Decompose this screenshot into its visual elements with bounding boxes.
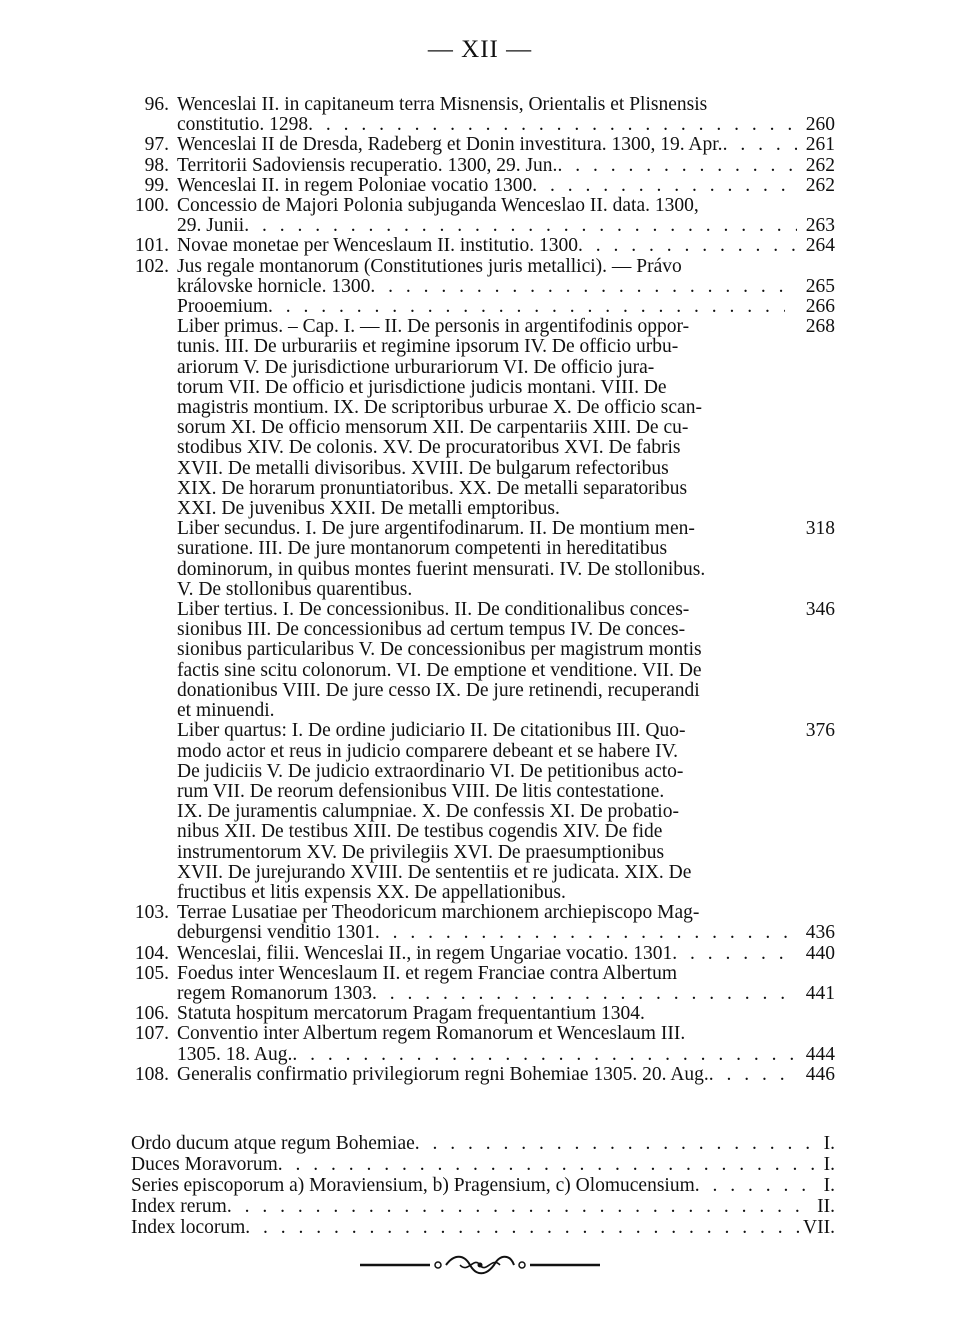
entry-line: [177, 539, 785, 559]
toc-entry: [125, 176, 835, 196]
dot-leader: [245, 1217, 799, 1238]
entry-number: 97.: [144, 134, 169, 156]
dot-leader: [292, 1045, 797, 1065]
toc-entry: [125, 1065, 835, 1085]
entry-text: [177, 1024, 797, 1064]
entry-line: [177, 135, 797, 155]
entry-line: [177, 1065, 797, 1085]
entry-text: [177, 317, 785, 519]
entry-line-text: ariorum V. De jurisdictione urburariorum VI. De officio jura-: [177, 357, 655, 378]
entry-line: [177, 883, 785, 903]
entry-line: [177, 277, 797, 297]
entry-line: [177, 358, 785, 378]
entry-text: [177, 257, 797, 297]
dot-leader: [415, 1133, 820, 1154]
dot-leader: [723, 135, 797, 155]
entry-line-text: deburgensi venditio 1301: [177, 923, 375, 944]
entry-number: 107.: [134, 1023, 169, 1045]
entry-number: 98.: [144, 154, 169, 176]
dot-leader: [244, 216, 797, 236]
dot-leader: [532, 176, 797, 196]
page-number: 265: [805, 275, 835, 297]
entry-line: [177, 398, 785, 418]
entry-line-text: De judiciis V. De judicio extraordinario VI. De petitionibus acto-: [177, 761, 684, 782]
entry-number: 106.: [134, 1003, 169, 1025]
index-list: [131, 1133, 835, 1238]
toc-subentry: [125, 317, 835, 519]
entry-line-text: factis sine scitu colonorum. VI. De emptione et venditione. VII. De: [177, 660, 702, 681]
entry-text: [177, 176, 797, 196]
page-number: 261: [805, 134, 835, 156]
entry-line-text: dominorum, in quibus montes fuerint mensurati. IV. De stollonibus.: [177, 559, 706, 580]
entry-number: 108.: [134, 1063, 169, 1085]
entry-line-text: Wenceslai, filii. Wenceslai II., in regem Ungariae vocatio. 1301: [177, 943, 673, 964]
entry-line-text: constitutio. 1298: [177, 115, 309, 136]
dot-leader: [695, 1175, 820, 1196]
entry-line: [177, 459, 785, 479]
entry-line-text: XVII. De metalli divisoribus. XVIII. De bulgarum refectoribus: [177, 458, 669, 479]
page-header: — XII —: [427, 36, 533, 63]
entry-line: [177, 600, 785, 620]
entry-line: [177, 964, 797, 984]
entry-line-text: instrumentorum XV. De privilegiis XVI. De praesumptionibus: [177, 842, 665, 863]
entry-line: [177, 216, 797, 236]
entry-text: [177, 964, 797, 1004]
page-number: 262: [805, 174, 835, 196]
entry-line-text: et minuendi.: [177, 701, 275, 722]
entry-line: [177, 742, 785, 762]
entry-line-text: nibus XII. De testibus XIII. De testibus cogendis XIV. De fide: [177, 822, 663, 843]
entry-line: [177, 762, 785, 782]
ornament-divider: [360, 1252, 600, 1278]
entry-text: [177, 1065, 797, 1085]
entry-text: [177, 236, 797, 256]
dot-leader: [227, 1196, 813, 1217]
entry-line-text: Conventio inter Albertum regem Romanorum et Wenceslaum III.: [177, 1024, 686, 1045]
index-row: [131, 1217, 835, 1238]
toc-entry: [125, 196, 835, 236]
entry-line: [177, 519, 785, 539]
entry-line: [177, 236, 797, 256]
entry-line-text: rum VII. De reorum defensionibus VIII. De litis contestatione.: [177, 781, 665, 802]
entry-line: [177, 560, 785, 580]
entry-line: [177, 297, 785, 317]
index-page: II.: [817, 1196, 835, 1217]
entry-line-text: sionibus III. De concessionibus ad certum tempus IV. De conces-: [177, 620, 686, 641]
page-number: 440: [805, 942, 835, 964]
entry-line: [177, 499, 785, 519]
toc-entry: [125, 944, 835, 964]
toc-entry: [125, 903, 835, 943]
entry-line: [177, 843, 785, 863]
entry-line-text: sorum XI. De officio mensorum XII. De carpentariis XIII. De cu-: [177, 418, 689, 439]
entry-line: [177, 156, 797, 176]
toc-entry: [125, 257, 835, 297]
entry-line-text: Prooemium: [177, 297, 268, 318]
entry-line-text: královske hornicle. 1300: [177, 276, 371, 297]
dot-leader: [557, 156, 797, 176]
entry-line: [177, 95, 797, 115]
dot-leader: [709, 1065, 797, 1085]
toc-entry: [125, 1004, 835, 1024]
dot-leader: [268, 297, 785, 317]
entry-line-text: Wenceslai II. in regem Poloniae vocatio 1300: [177, 175, 533, 196]
entry-line: [177, 438, 785, 458]
entry-line: [177, 863, 785, 883]
entry-line: [177, 640, 785, 660]
entry-line-text: suratione. III. De jure montanorum competenti in hereditatibus: [177, 539, 668, 560]
entry-line: [177, 317, 785, 337]
page-number: 376: [805, 720, 835, 742]
page-number: 441: [805, 982, 835, 1004]
entry-text: [177, 600, 785, 721]
entry-line-text: stodibus XIV. De colonis. XV. De procuratoribus XVI. De fabris: [177, 438, 681, 459]
index-row: [131, 1196, 835, 1217]
entry-text: [177, 903, 797, 943]
entry-line: [177, 822, 785, 842]
page-number: 260: [805, 114, 835, 136]
dot-leader: [375, 923, 797, 943]
entry-line-text: Generalis confirmatio privilegiorum regni Bohemiae 1305. 20. Aug.: [177, 1064, 709, 1085]
page-number: 264: [805, 235, 835, 257]
entry-line: [177, 580, 785, 600]
entry-line: [177, 782, 785, 802]
page-number: 436: [805, 922, 835, 944]
toc-entry: [125, 1024, 835, 1064]
index-row: [131, 1175, 835, 1196]
entry-line: [177, 1004, 833, 1024]
entry-line: [177, 903, 797, 923]
toc-entry: [125, 135, 835, 155]
index-label: Series episcoporum a) Moraviensium, b) Pragensium, c) Olomucensium: [131, 1175, 695, 1196]
entry-text: [177, 156, 797, 176]
index-label: Ordo ducum atque regum Bohemiae: [131, 1133, 415, 1154]
page-number: 346: [805, 599, 835, 621]
entry-line: [177, 923, 797, 943]
entry-line-text: regem Romanorum 1303: [177, 983, 372, 1004]
toc-subentry: [125, 519, 835, 600]
entry-line: [177, 378, 785, 398]
entry-line: [177, 802, 785, 822]
entry-line: [177, 721, 785, 741]
entry-line: [177, 196, 797, 216]
entry-number: 101.: [134, 235, 169, 257]
entry-line-text: 29. Junii: [177, 216, 245, 237]
entry-text: [177, 196, 797, 236]
entry-text: [177, 297, 785, 317]
page-number: 444: [805, 1043, 835, 1065]
entry-number: 104.: [134, 942, 169, 964]
entry-line-text: modo actor et reus in judicio comparere debeant et se habere IV.: [177, 741, 679, 762]
index-page: I.: [823, 1133, 835, 1154]
entry-number: 99.: [144, 174, 169, 196]
entry-line-text: Jus regale montanorum (Constitutiones juris metallici). — Právo: [177, 256, 682, 277]
entry-line-text: V. De stollonibus quarentibus.: [177, 579, 413, 600]
entry-line-text: IX. De juramentis calumpniae. X. De confessis XI. De probatio-: [177, 802, 679, 823]
dot-leader: [370, 277, 797, 297]
entry-line-text: Foedus inter Wenceslaum II. et regem Franciae contra Albertum: [177, 963, 678, 984]
toc-entry: [125, 964, 835, 1004]
entry-line: [177, 701, 785, 721]
entry-line-text: Statuta hospitum mercatorum Pragam frequentantium 1304.: [177, 1004, 645, 1025]
page-number: 446: [805, 1063, 835, 1085]
index-label: Index rerum: [131, 1196, 227, 1217]
page-number: 268: [805, 316, 835, 338]
entry-line: [177, 115, 797, 135]
index-row: [131, 1154, 835, 1175]
toc-subentry: [125, 721, 835, 903]
entry-number: 105.: [134, 962, 169, 984]
entry-line-text: Liber quartus: I. De ordine judiciario II. De citationibus III. Quo-: [177, 721, 686, 742]
entry-line: [177, 1045, 797, 1065]
entry-line: [177, 418, 785, 438]
toc-subentry: [125, 600, 835, 721]
entry-line-text: Wenceslai II de Dresda, Radeberg et Donin investitura. 1300, 19. Apr.: [177, 135, 723, 156]
entry-line-text: donationibus VIII. De jure cesso IX. De jure retinendi, recuperandi: [177, 680, 700, 701]
entry-line-text: XIX. De horarum pronuntiatoribus. XX. De metalli separatoribus: [177, 478, 688, 499]
dot-leader: [578, 236, 797, 256]
entry-line: [177, 984, 797, 1004]
index-page: I.: [823, 1175, 835, 1196]
entry-line: [177, 661, 785, 681]
entry-number: 96.: [144, 94, 169, 115]
entry-line-text: Territorii Sadoviensis recuperatio. 1300, 29. Jun.: [177, 155, 558, 176]
page-number: 263: [805, 215, 835, 237]
dot-leader: [278, 1154, 820, 1175]
toc-entry: [125, 156, 835, 176]
index-label: Index locorum: [131, 1217, 246, 1238]
entry-text: [177, 519, 785, 600]
entry-line: [177, 1024, 797, 1044]
entry-line: [177, 337, 785, 357]
dot-leader: [308, 115, 797, 135]
entry-line-text: magistris montium. IX. De scriptoribus urburae X. De officio scan-: [177, 398, 702, 419]
dot-leader: [372, 984, 797, 1004]
entry-line-text: Liber tertius. I. De concessionibus. II. De conditionalibus conces-: [177, 600, 690, 621]
entry-line-text: tunis. III. De urburariis et regimine ipsorum IV. De officio urbu-: [177, 337, 679, 358]
entry-line-text: Liber secundus. I. De jure argentifodinarum. II. De montium men-: [177, 519, 695, 540]
entry-line: [177, 620, 785, 640]
page-number: 262: [805, 154, 835, 176]
entry-line-text: Wenceslai II. in capitaneum terra Misnensis, Orientalis et Plisnensis: [177, 95, 708, 115]
entry-line-text: 1305. 18. Aug.: [177, 1044, 293, 1065]
entry-line-text: Terrae Lusatiae per Theodoricum marchionem archiepiscopo Mag-: [177, 903, 700, 924]
entry-line: [177, 257, 797, 277]
entry-text: [177, 95, 797, 135]
entry-line-text: fructibus et litis expensis XX. De appellationibus.: [177, 882, 566, 903]
entry-line: [177, 176, 797, 196]
table-of-contents: [125, 95, 835, 1085]
entry-text: [177, 1004, 833, 1024]
entry-line: [177, 681, 785, 701]
entry-line: [177, 944, 797, 964]
page-number: 318: [805, 518, 835, 540]
toc-entry: [125, 236, 835, 256]
entry-number: 100.: [134, 195, 169, 217]
entry-text: [177, 135, 797, 155]
entry-line-text: torum VII. De officio et jurisdictione judicis montani. VIII. De: [177, 377, 667, 398]
toc-subentry: [125, 297, 835, 317]
entry-line-text: XXI. De juvenibus XXII. De metalli emptoribus.: [177, 499, 560, 520]
entry-text: [177, 944, 797, 964]
page-number: 266: [805, 296, 835, 318]
index-page: VII.: [803, 1217, 835, 1238]
index-row: [131, 1133, 835, 1154]
entry-line-text: XVII. De jurejurando XVIII. De sententiis et re judicata. XIX. De: [177, 862, 692, 883]
entry-line-text: sionibus particularibus V. De concessionibus per magistrum montis: [177, 640, 702, 661]
entry-text: [177, 721, 785, 903]
entry-number: 102.: [134, 255, 169, 277]
dot-leader: [672, 944, 797, 964]
entry-line-text: Liber primus. – Cap. I. — II. De personis in argentifodinis oppor-: [177, 317, 690, 338]
entry-number: 103.: [134, 902, 169, 924]
index-label: Duces Moravorum: [131, 1154, 278, 1175]
entry-line-text: Concessio de Majori Polonia subjuganda Wenceslao II. data. 1300,: [177, 196, 699, 217]
entry-line: [177, 479, 785, 499]
toc-entry: [125, 95, 835, 135]
index-page: I.: [823, 1154, 835, 1175]
entry-line-text: Novae monetae per Wenceslaum II. institutio. 1300: [177, 236, 578, 257]
